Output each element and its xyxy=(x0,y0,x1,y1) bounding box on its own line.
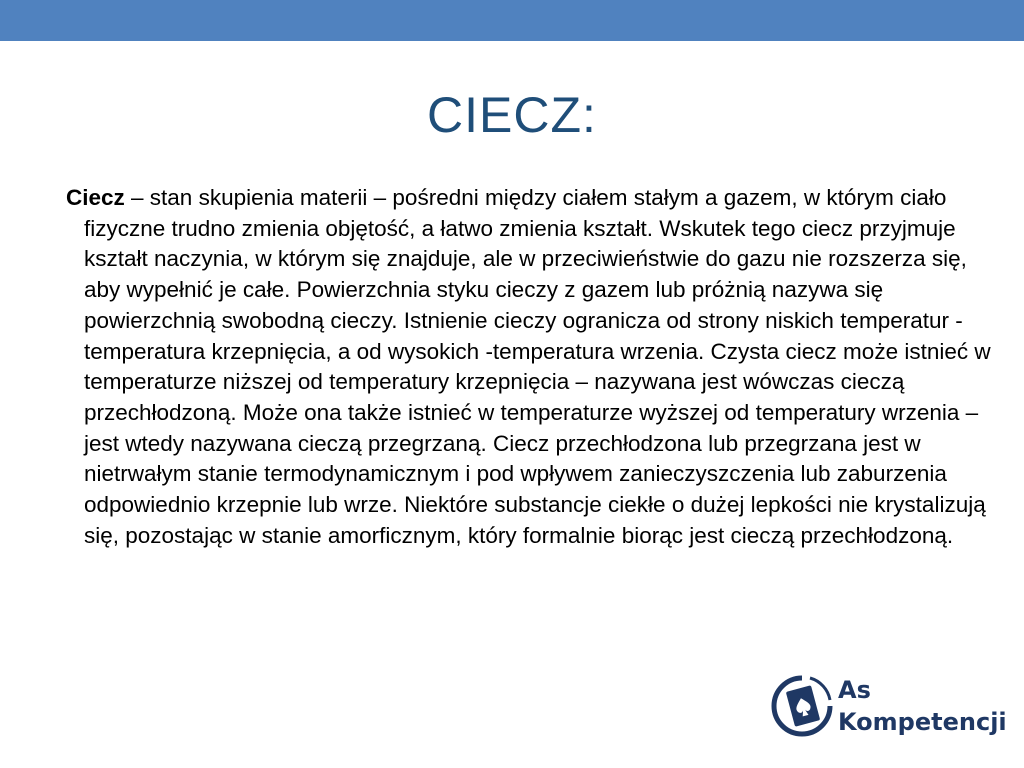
slide-title: CIECZ: xyxy=(427,87,597,143)
logo xyxy=(770,672,1007,748)
term-label: Ciecz xyxy=(66,185,125,210)
definition-text: – stan skupienia materii – pośredni między ciałem stałym a gazem, w którym ciało fizyczne trudno zmienia objętość, a łatwo zmienia kształt. Wskutek tego ciecz przyjmuje kształt naczynia, w którym się znajduje, ale w przeciwieństwie do gazu nie rozszerza się, aby wypełnić je całe. Powierzchnia styku cieczy z gazem lub próżnią nazywa się powierzchnią swobodną cieczy. Istnienie cieczy ogranicza od strony niskich temperatur -temperatura krzepnięcia, a od wysokich -temperatura wrzenia. Czysta ciecz może istnieć w temperaturze niższej od temperatury krzepnięcia – nazywana jest wówczas cieczą przechłodzoną. Może ona także istnieć w temperaturze wyższej od temperatury wrzenia – jest wtedy nazywana cieczą przegrzaną. Ciecz przechłodzona lub przegrzana jest w nietrwałym stanie termodynamicznym i pod wpływem zanieczyszczenia lub zaburzenia odpowiednio krzepnie lub wrze. Niektóre substancje ciekłe o dużej lepkości nie krystalizują się, pozostając w stanie amorficznym, który formalnie biorąc jest cieczą przechłodzoną. xyxy=(84,185,991,548)
header-bar xyxy=(0,0,1024,41)
logo-line2: Kompetencji xyxy=(838,708,1007,736)
spade-card-icon xyxy=(770,672,834,744)
logo-line1: As xyxy=(838,676,871,704)
body-text xyxy=(66,183,996,551)
